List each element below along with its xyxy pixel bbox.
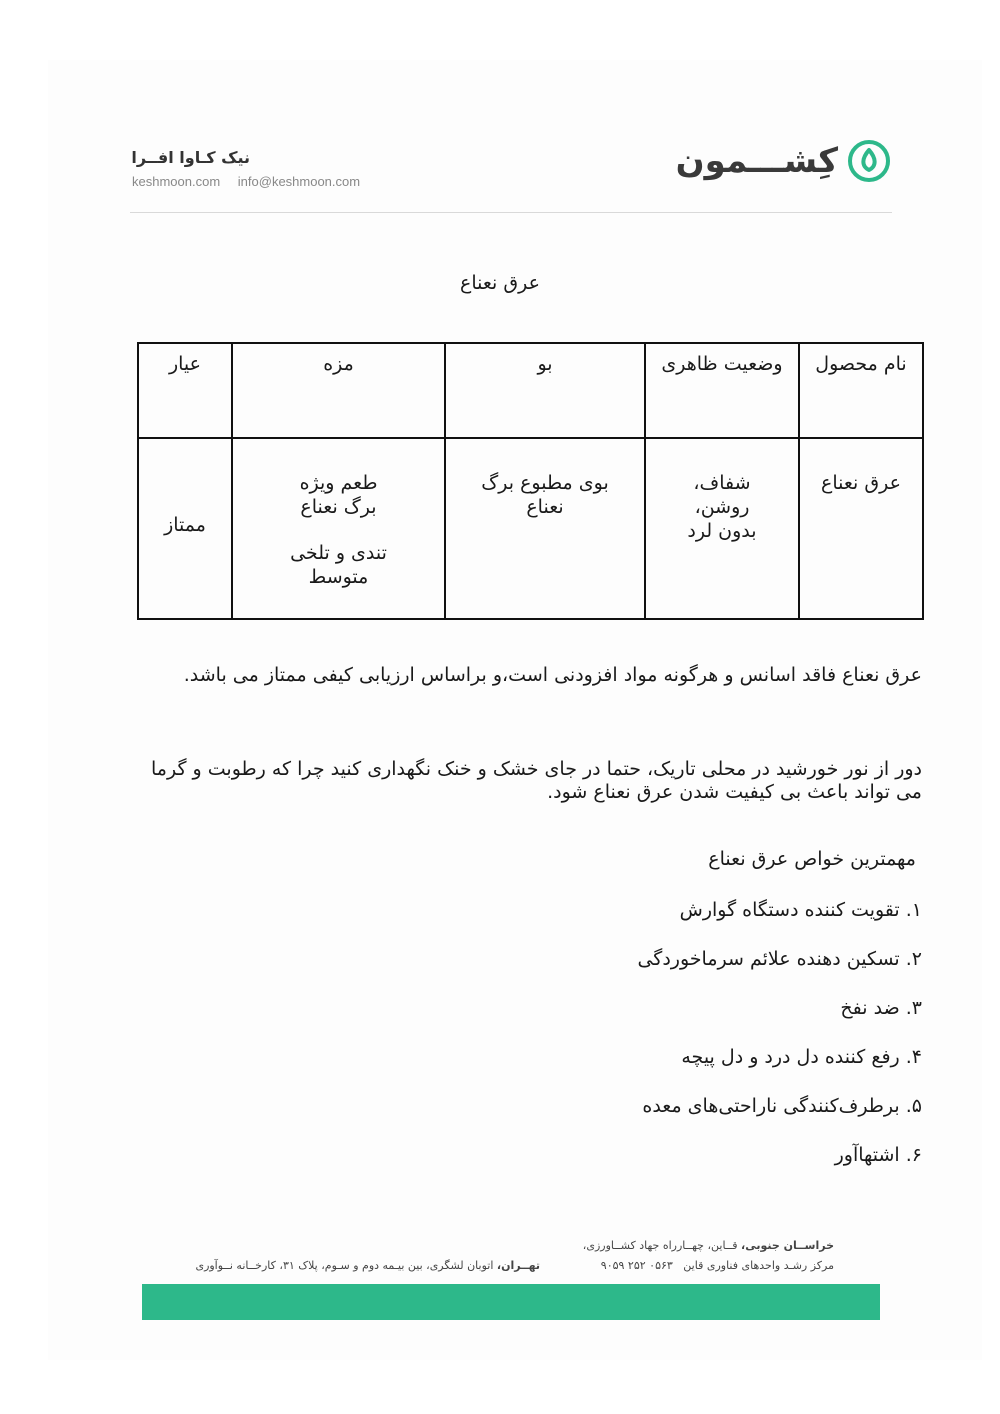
list-item: ۳. ضد نفخ	[840, 997, 922, 1019]
email-link[interactable]: info@keshmoon.com	[237, 174, 361, 189]
tehran-address	[195, 1256, 540, 1276]
header-appearance: وضعیت ظاهری	[645, 343, 799, 438]
taste-line: برگ نعناع	[300, 496, 377, 518]
logo-text: کِشـــمون	[675, 141, 838, 181]
tehran-address-text: اتوبان لشگری، بین بیـمه دوم و سـوم، پلاک ۳۱، کارخــانه نــوآوری	[195, 1259, 494, 1272]
appearance-line: بدون لرد	[687, 520, 757, 542]
taste-line: متوسط	[308, 566, 369, 588]
header-smell: بو	[445, 343, 645, 438]
brand-logo	[676, 138, 892, 184]
header-grade: عیار	[138, 343, 232, 438]
list-item: ۵. برطرف‌کنندگی ناراحتی‌های معده	[642, 1095, 922, 1117]
smell-line: بوی مطبوع برگ	[481, 472, 609, 494]
table-header-row	[138, 343, 923, 438]
document-title: عرق نعناع	[460, 272, 540, 294]
table-row	[138, 438, 923, 619]
south-khorasan-address	[583, 1236, 834, 1276]
product-spec-table	[137, 342, 924, 620]
cell-product-name: عرق نعناع	[799, 438, 923, 619]
header-product-name: نام محصول	[799, 343, 923, 438]
contact-line	[132, 174, 360, 189]
cell-appearance	[645, 438, 799, 619]
south-address: قــاین، چهــارراه جهاد کشــاورزی،	[582, 1239, 738, 1252]
taste-line: طعم ویژه	[299, 472, 378, 494]
storage-paragraph: دور از نور خورشید در محلی تاریک، حتما در جای خشک و خنک نگهداری کنید چرا که رطوبت و گرما می تواند باعث بی کیفیت شدن عرق نعناع شود.	[151, 758, 922, 803]
south-center: مرکز رشـد واحدهای فناوری قاین	[683, 1259, 834, 1272]
quality-paragraph: عرق نعناع فاقد اسانس و هرگونه مواد افزودنی است،و براساس ارزیابی کیفی ممتاز می باشد.	[183, 664, 922, 686]
list-item: ۲. تسکین دهنده علائم سرماخوردگی	[637, 948, 922, 970]
south-phone: ۰۵۶۳ ۲۵۲ ۹۰۵۹	[600, 1259, 673, 1272]
cell-smell	[445, 438, 645, 619]
drop-logo-icon	[846, 138, 892, 184]
list-item: ۱. تقویت کننده دستگاه گوارش	[679, 899, 922, 921]
cell-grade: ممتاز	[138, 438, 232, 619]
properties-list	[637, 896, 922, 1190]
appearance-line: روشن،	[694, 496, 750, 518]
south-label: خراســان جنوبی،	[741, 1239, 834, 1252]
letterhead	[130, 130, 892, 213]
taste-line: تندی و تلخی	[290, 542, 387, 564]
appearance-line: شفاف،	[693, 472, 751, 494]
list-item: ۴. رفع کننده دل درد و دل پیچه	[681, 1046, 922, 1068]
tehran-label: تهــران،	[496, 1259, 540, 1272]
website-link[interactable]: keshmoon.com	[132, 174, 221, 189]
footer-accent-bar	[142, 1284, 880, 1320]
company-name: نیک کـاوا افــرا	[131, 148, 250, 167]
smell-line: نعناع	[526, 496, 564, 518]
list-item: ۶. اشتهاآور	[834, 1144, 922, 1166]
properties-title: مهمترین خواص عرق نعناع	[708, 848, 916, 870]
cell-taste	[232, 438, 445, 619]
header-taste: مزه	[232, 343, 445, 438]
